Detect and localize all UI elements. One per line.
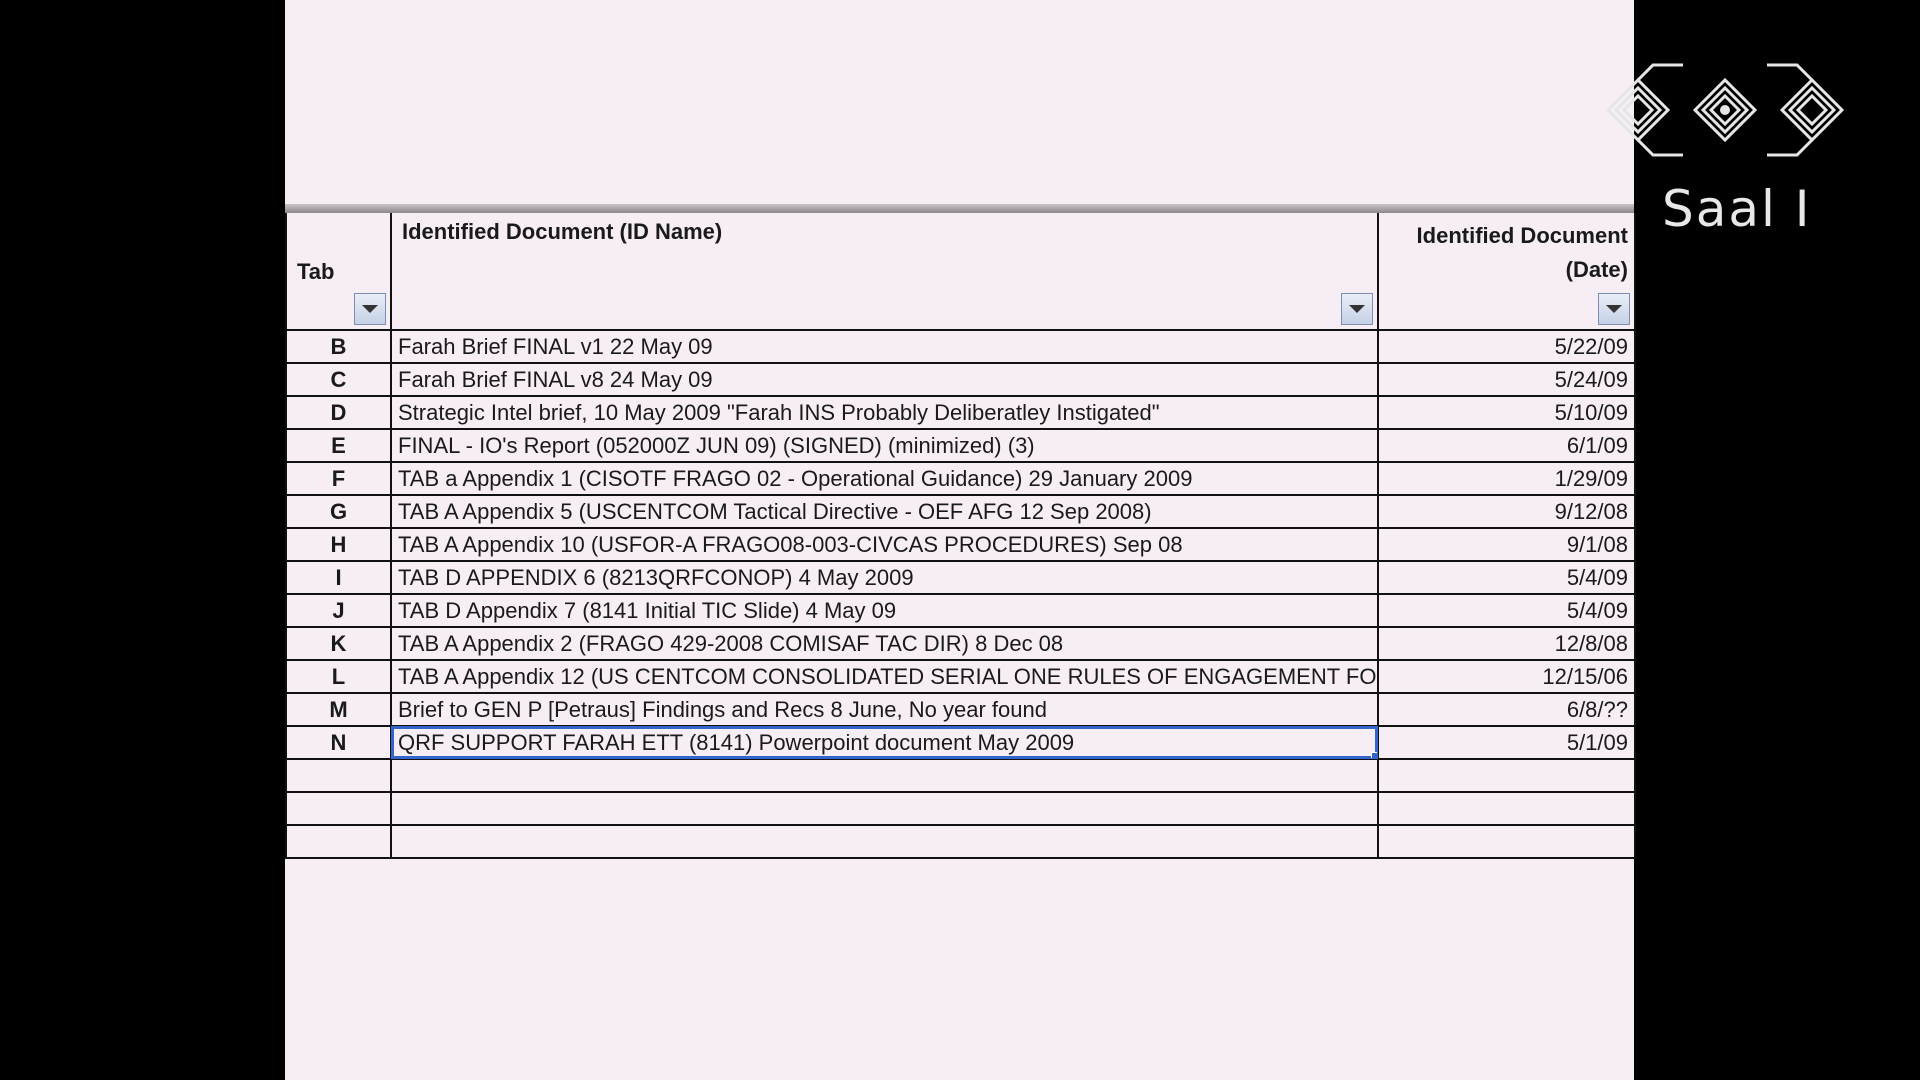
conference-logo — [1598, 52, 1852, 168]
table-row — [286, 495, 1635, 528]
spreadsheet-table — [285, 213, 1636, 859]
header-doc-date-line1: Identified Document — [1416, 223, 1628, 248]
slide-area — [285, 0, 1634, 1080]
cell-tab[interactable]: E — [286, 429, 391, 462]
cell-doc-date[interactable]: 5/4/09 — [1378, 561, 1635, 594]
table-row — [286, 561, 1635, 594]
filter-dropdown-doc-date[interactable] — [1598, 293, 1630, 325]
header-tab — [286, 213, 391, 330]
cell-doc-name[interactable]: Brief to GEN P [Petraus] Findings and Recs 8 June, No year found — [391, 693, 1378, 726]
empty-row — [286, 792, 1635, 825]
table-row — [286, 693, 1635, 726]
header-doc-date-label — [1417, 219, 1628, 287]
empty-cell[interactable] — [391, 825, 1378, 858]
logo-glyph-right — [1767, 65, 1842, 155]
header-row — [286, 213, 1635, 330]
cell-doc-name[interactable]: TAB A Appendix 10 (USFOR-A FRAGO08-003-CIVCAS PROCEDURES) Sep 08 — [391, 528, 1378, 561]
column-header-bar — [285, 204, 1634, 213]
cell-doc-date[interactable]: 6/8/?? — [1378, 693, 1635, 726]
cell-doc-date[interactable]: 5/22/09 — [1378, 330, 1635, 363]
cell-doc-name[interactable]: QRF SUPPORT FARAH ETT (8141) Powerpoint document May 2009 — [391, 726, 1378, 759]
header-doc-date-line2: (Date) — [1565, 257, 1628, 282]
header-doc-name — [391, 213, 1378, 330]
table-row — [286, 363, 1635, 396]
empty-cell[interactable] — [1378, 825, 1635, 858]
chevron-down-icon — [1606, 305, 1622, 313]
cell-doc-date[interactable]: 5/4/09 — [1378, 594, 1635, 627]
cell-doc-name[interactable]: Farah Brief FINAL v1 22 May 09 — [391, 330, 1378, 363]
cell-tab[interactable]: B — [286, 330, 391, 363]
table-row — [286, 429, 1635, 462]
cell-doc-date[interactable]: 5/24/09 — [1378, 363, 1635, 396]
cell-doc-date[interactable]: 1/29/09 — [1378, 462, 1635, 495]
logo-center-dot — [1720, 105, 1730, 115]
cell-doc-date[interactable]: 5/10/09 — [1378, 396, 1635, 429]
table-row — [286, 396, 1635, 429]
empty-cell[interactable] — [286, 759, 391, 792]
empty-cell[interactable] — [391, 759, 1378, 792]
cell-doc-date[interactable]: 6/1/09 — [1378, 429, 1635, 462]
empty-cell[interactable] — [286, 825, 391, 858]
cell-doc-name[interactable]: TAB a Appendix 1 (CISOTF FRAGO 02 - Operational Guidance) 29 January 2009 — [391, 462, 1378, 495]
empty-cell[interactable] — [1378, 792, 1635, 825]
empty-cell[interactable] — [391, 792, 1378, 825]
cell-tab[interactable]: K — [286, 627, 391, 660]
empty-cell[interactable] — [1378, 759, 1635, 792]
cell-doc-date[interactable]: 9/1/08 — [1378, 528, 1635, 561]
table-row — [286, 594, 1635, 627]
cell-tab[interactable]: L — [286, 660, 391, 693]
cell-tab[interactable]: D — [286, 396, 391, 429]
cell-tab[interactable]: G — [286, 495, 391, 528]
cell-doc-name[interactable]: Farah Brief FINAL v8 24 May 09 — [391, 363, 1378, 396]
cell-doc-date[interactable]: 5/1/09 — [1378, 726, 1635, 759]
fill-handle[interactable] — [1371, 752, 1378, 759]
cell-doc-name[interactable]: FINAL - IO's Report (052000Z JUN 09) (SIGNED) (minimized) (3) — [391, 429, 1378, 462]
logo-glyph-left — [1608, 65, 1683, 155]
empty-row — [286, 825, 1635, 858]
empty-row — [286, 759, 1635, 792]
empty-cell[interactable] — [286, 792, 391, 825]
empty-rows — [286, 759, 1635, 858]
cell-tab[interactable]: C — [286, 363, 391, 396]
chevron-down-icon — [362, 305, 378, 313]
header-tab-label: Tab — [297, 259, 335, 284]
header-doc-name-label: Identified Document (ID Name) — [402, 219, 723, 244]
cell-doc-name[interactable]: Strategic Intel brief, 10 May 2009 "Farah INS Probably Deliberatley Instigated" — [391, 396, 1378, 429]
cell-tab[interactable]: F — [286, 462, 391, 495]
chevron-down-icon — [1349, 305, 1365, 313]
cell-doc-name[interactable]: TAB D APPENDIX 6 (8213QRFCONOP) 4 May 2009 — [391, 561, 1378, 594]
table-row — [286, 726, 1635, 759]
cell-tab[interactable]: J — [286, 594, 391, 627]
cell-tab[interactable]: H — [286, 528, 391, 561]
cell-doc-date[interactable]: 9/12/08 — [1378, 495, 1635, 528]
cell-doc-name[interactable]: TAB D Appendix 7 (8141 Initial TIC Slide) 4 May 09 — [391, 594, 1378, 627]
table-body — [286, 330, 1635, 759]
cell-doc-name[interactable]: TAB A Appendix 2 (FRAGO 429-2008 COMISAF TAC DIR) 8 Dec 08 — [391, 627, 1378, 660]
cell-doc-date[interactable]: 12/15/06 — [1378, 660, 1635, 693]
filter-dropdown-tab[interactable] — [354, 293, 386, 325]
table-row — [286, 462, 1635, 495]
table-row — [286, 660, 1635, 693]
cell-doc-date[interactable]: 12/8/08 — [1378, 627, 1635, 660]
cell-doc-name[interactable]: TAB A Appendix 5 (USCENTCOM Tactical Directive - OEF AFG 12 Sep 2008) — [391, 495, 1378, 528]
cell-tab[interactable]: I — [286, 561, 391, 594]
cell-tab[interactable]: M — [286, 693, 391, 726]
filter-dropdown-doc-name[interactable] — [1341, 293, 1373, 325]
cell-doc-name[interactable]: TAB A Appendix 12 (US CENTCOM CONSOLIDATED SERIAL ONE RULES OF ENGAGEMENT FO — [391, 660, 1378, 693]
table-row — [286, 528, 1635, 561]
table-row — [286, 330, 1635, 363]
room-label: Saal I — [1662, 180, 1812, 238]
cell-tab[interactable]: N — [286, 726, 391, 759]
header-doc-date — [1378, 213, 1635, 330]
table-row — [286, 627, 1635, 660]
